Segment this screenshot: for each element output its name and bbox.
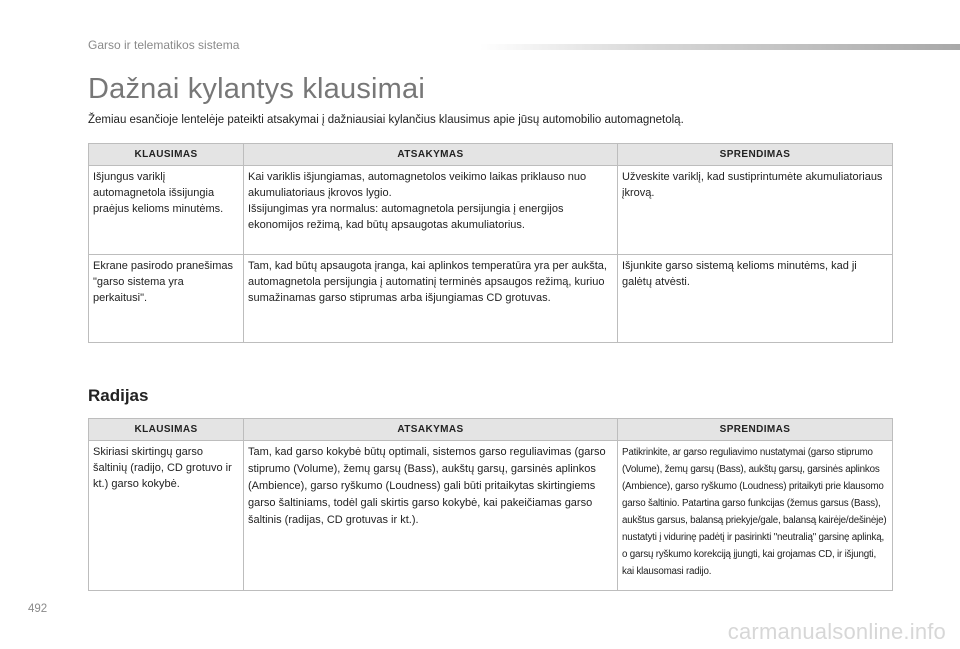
- column-header-solution: SPRENDIMAS: [618, 144, 893, 166]
- section-title-radio: Radijas: [88, 386, 149, 405]
- section-header-label: Garso ir telematikos sistema: [88, 38, 240, 52]
- question-cell: Skiriasi skirtingų garso šaltinių (radijo, CD grotuvo ir kt.) garso kokybė.: [89, 441, 244, 591]
- table-header-row: [89, 419, 893, 441]
- table-header-row: [89, 144, 893, 166]
- table-row: [89, 255, 893, 343]
- solution-cell: Išjunkite garso sistemą kelioms minutėms, kad ji galėtų atvėsti.: [618, 255, 893, 343]
- page-number: 492: [28, 603, 48, 615]
- column-header-answer: ATSAKYMAS: [244, 144, 618, 166]
- column-header-solution: SPRENDIMAS: [618, 419, 893, 441]
- answer-cell: Tam, kad garso kokybė būtų optimali, sistemos garso reguliavimas (garso stiprumo (Volume), žemų garsų (Bass), aukštų garsų, garsinės aplinkos (Ambience), garso ryškumo (Loudness) gali būti pritaikytas skirtingiems garso šaltiniams, todėl gali skirtis garso kokybė, kai pakeičiamas garso šaltinis (radijas, CD grotuvas ir kt.).: [244, 441, 618, 591]
- question-cell: Ekrane pasirodo pranešimas "garso sistema yra perkaitusi".: [89, 255, 244, 343]
- table-row: [89, 441, 893, 591]
- intro-paragraph: Žemiau esančioje lentelėje pateikti atsakymai į dažniausiai kylančius klausimus apie jūsų automobilio automagnetolą.: [88, 114, 684, 126]
- faq-table-general: [88, 143, 893, 343]
- header-gradient-bar: [480, 44, 960, 50]
- table-row: [89, 166, 893, 255]
- solution-cell: Užveskite variklį, kad sustiprintumėte akumuliatoriaus įkrovą.: [618, 166, 893, 255]
- faq-table-radio: [88, 418, 893, 591]
- answer-cell: Tam, kad būtų apsaugota įranga, kai aplinkos temperatūra yra per aukšta, automagnetola persijungia į automatinį terminės apsaugos režimą, kuriuo sumažinamas garso stiprumas arba išjungiamas CD grotuvas.: [244, 255, 618, 343]
- column-header-question: KLAUSIMAS: [89, 419, 244, 441]
- column-header-answer: ATSAKYMAS: [244, 419, 618, 441]
- question-cell: Išjungus variklį automagnetola išsijungia praėjus kelioms minutėms.: [89, 166, 244, 255]
- page-title: Dažnai kylantys klausimai: [88, 73, 426, 105]
- solution-cell: Patikrinkite, ar garso reguliavimo nustatymai (garso stiprumo (Volume), žemų garsų (Bass), aukštų garsų, garsinės aplinkos (Ambience), garso ryškumo (Loudness) pritaikyti prie klausomo garso šaltinio. Patartina garso funkcijas (žemus garsus (Bass), aukštus garsus, balansą priekyje/gale, balansą kairėje/dešinėje) nustatyti į vidurinę padėtį ir pasirinkti "neutralią" garsinę aplinką, o garsų ryškumo korekciją įjungti, kai grojamas CD, ir išjungti, kai klausomasi radijo.: [618, 441, 893, 591]
- column-header-question: KLAUSIMAS: [89, 144, 244, 166]
- watermark: carmanualsonline.info: [727, 619, 946, 644]
- answer-cell: Kai variklis išjungiamas, automagnetolos veikimo laikas priklauso nuo akumuliatoriaus įkrovos lygio. Išsijungimas yra normalus: automagnetola persijungia į energijos ekonomijos režimą, kad būtų apsaugotas akumuliatorius.: [244, 166, 618, 255]
